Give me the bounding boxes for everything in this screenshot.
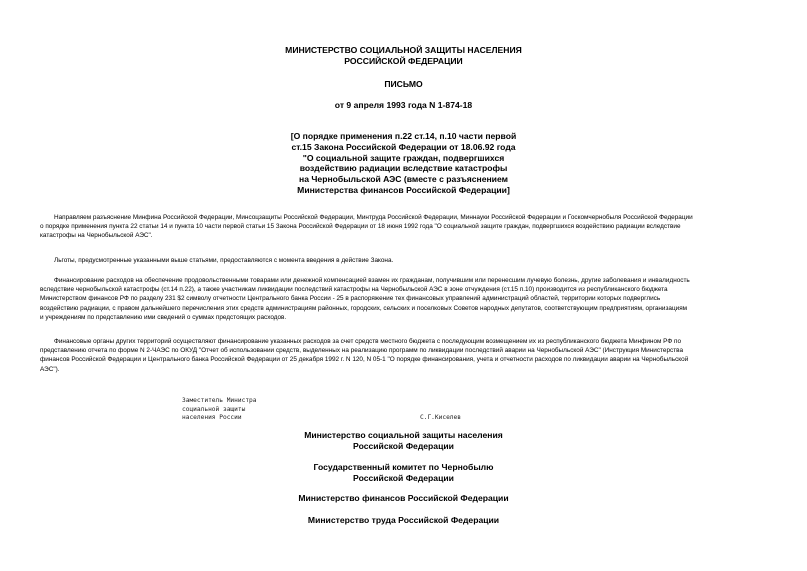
body-paragraph-1 [40, 213, 770, 241]
body-paragraph-4 [40, 337, 770, 374]
signatory-line: Государственный комитет по Чернобылю [313, 462, 494, 472]
paragraph-line: Финансирование расходов на обеспечение продовольственными товарами или денежной компенсацией взамен их гражданам, получившим или перенесшим лучевую болезнь, другие заболевания и инвалидность [54, 277, 690, 284]
header-org-line2: РОССИЙСКОЙ ФЕДЕРАЦИИ [344, 56, 463, 66]
paragraph-line: финансов Российской Федерации и Центрального банка Российской Федерации от 25 декабря 1992 г. N 120, N 05-1 "О порядке финансирования, учета и отчетности расходов по ликвидации аварии на Чернобыльской [40, 356, 689, 364]
signature-position-line: населения России [182, 414, 242, 422]
paragraph-line: Министерством финансов РФ по разделу 231 $2 символу отчетности Центрального банка России - 25 в распоряжение тех финансовых управлений администраций областей, территории которых подверглись [40, 295, 661, 303]
paragraph-line: представлению отчета по форме N 2-ЧАЭС по ОКУД "Отчет об использовании средств, выделенных на реализацию программ по ликвидации последствий аварии на Чернобыльской АЭС" (Инструкция Министерства [40, 347, 684, 355]
signature-name: С.Г.Киселев [420, 414, 461, 421]
paragraph-line: о порядке применения пункта 22 статьи 14 и пункта 10 части первой статьи 15 Закона Российской Федерации от 18 июня 1992 года "О социальной защите граждан, подвергшихся воздействию радиации вследствие [40, 223, 681, 231]
title-line: ст.15 Закона Российской Федерации от 18.06.92 года [291, 141, 516, 152]
signature-position-line: социальной защиты [182, 405, 246, 413]
paragraph-line: вследствие чернобыльской катастрофы (ст.14 п.22), а также участникам ликвидации последствий катастрофы на Чернобыльской АЭС в зоне отчуждения (ст.15 п.10) производится из республиканского бюджета [40, 286, 668, 294]
body-paragraph-2 [40, 256, 770, 265]
signature-position-line: Заместитель Министра [182, 397, 257, 404]
paragraph-line: катастрофы на Чернобыльской АЭС". [40, 232, 153, 240]
header-org-line1: МИНИСТЕРСТВО СОЦИАЛЬНОЙ ЗАЩИТЫ НАСЕЛЕНИЯ [285, 45, 522, 55]
document-header [0, 45, 807, 67]
signatory-4 [0, 515, 807, 526]
paragraph-line: воздействию радиации, с правом дальнейшего перечисления этих средств администрациям районных, городских, сельских и поселковых Советов народных депутатов, соответствующим предприятиям, организациям [40, 304, 688, 312]
signatory-line: Российской Федерации [353, 473, 454, 483]
title-line: воздействию радиации вследствие катастрофы [299, 163, 508, 174]
document-type: ПИСЬМО [384, 79, 423, 89]
signatory-1 [0, 430, 807, 452]
signatory-line: Министерство финансов Российской Федерации [298, 493, 509, 503]
signatory-line: Министерство труда Российской Федерации [307, 515, 500, 525]
paragraph-line: Льготы, предусмотренные указанными выше статьями, предоставляются с момента введения в действие Закона. [54, 257, 394, 264]
title-line: "О социальной защите граждан, подвергшихся [302, 152, 505, 163]
signature-position [182, 397, 257, 423]
document-date-number: от 9 апреля 1993 года N 1-874-18 [334, 100, 473, 110]
signatory-2 [0, 462, 807, 484]
paragraph-line: АЭС"). [40, 365, 60, 373]
paragraph-line: Направляем разъяснение Минфина Российской Федерации, Минсоцзащиты Российской Федерации, Минтруда Российской Федерации, Миннауки Российской Федерации и Госкомчернобыля Российской Федерации [54, 214, 693, 221]
paragraph-line: и учреждениям по представлению ими сведений о суммах предстоящих расходов. [40, 313, 287, 321]
signatory-3 [0, 493, 807, 504]
body-paragraph-3 [40, 276, 770, 322]
signatory-line: Министерство социальной защиты населения [304, 430, 503, 440]
title-line: на Чернобыльской АЭС (вместе с разъяснением [299, 174, 508, 185]
document-title [0, 131, 807, 196]
paragraph-line: Финансовые органы других территорий осуществляют финансирование указанных расходов за счет средств местного бюджета с последующим возмещением их из республиканского бюджета Минфином РФ по [54, 338, 682, 345]
signatory-line: Российской Федерации [353, 441, 454, 451]
title-line: Министерства финансов Российской Федерации] [297, 184, 510, 195]
title-line: [О порядке применения п.22 ст.14, п.10 части первой [290, 131, 517, 141]
